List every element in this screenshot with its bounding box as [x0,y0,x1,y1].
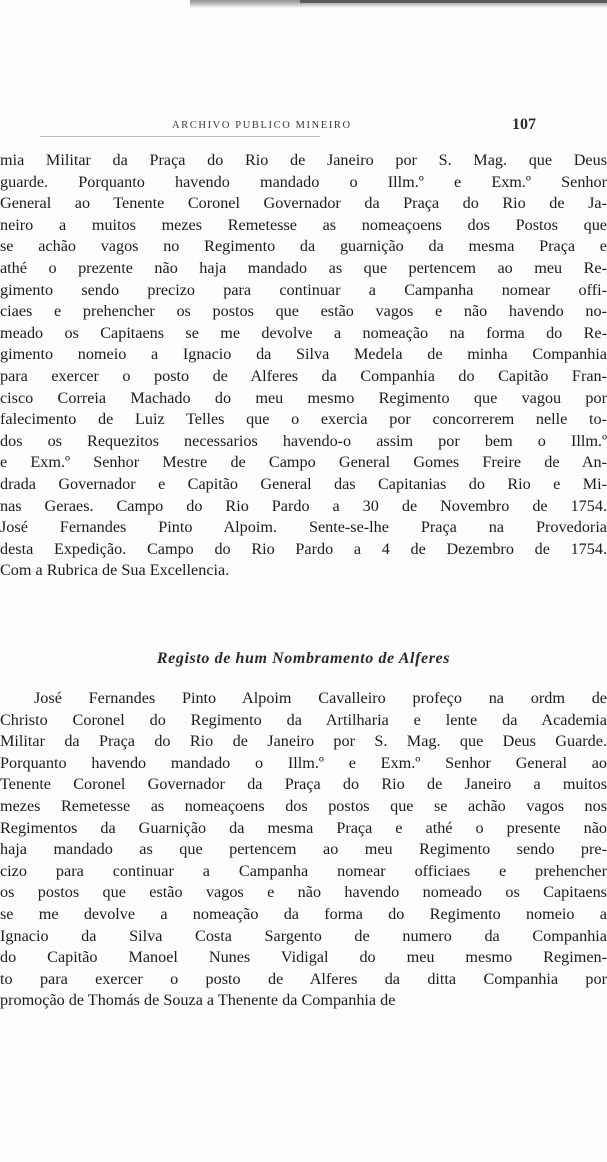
running-head: ARCHIVO PUBLICO MINEIRO [172,120,352,131]
text-line: Regimentos da Guarnição da mesma Praça e athé o presente não [0,818,607,837]
text-line: os postos que estão vagos e não havendo nomeado os Capitaens [0,883,607,902]
text-line: se achão vagos no Regimento da guarnição da mesma Praça e [0,237,607,256]
text-line: drada Governador e Capitão General das Capitanias do Rio e Mi- [0,474,607,493]
text-line: José Fernandes Pinto Alpoim Cavalleiro profeço na ordm de [34,689,607,707]
text-line: José Fernandes Pinto Alpoim. Sente-se-lhe Praça na Provedoria [0,518,607,537]
text-line: Christo Coronel do Regimento da Artilharia e lente da Academia [0,710,607,729]
text-line: General ao Tenente Coronel Governador da Praça do Rio de Ja- [0,194,607,213]
text-line: Militar da Praça do Rio de Janeiro por S. Mag. que Deus Guarde. [0,732,607,751]
section-title: Registo de hum Nombramento de Alferes [156,650,451,667]
text-line: meado os Capitaens se me devolve a nomeação na forma do Re- [0,323,607,342]
text-line: neiro a muitos mezes Remetesse as nomeaçoens dos Postos que [0,215,607,234]
text-line: cizo para continuar a Campanha nomear officiaes e prehencher [0,861,607,880]
paragraph-2 [0,688,607,1012]
text-line: Porquanto havendo mandado o Illm.º e Exm.º Senhor General ao [0,753,607,772]
text-line: se me devolve a nomeação da forma do Regimento nomeio a [0,904,607,923]
page-number: 107 [512,116,536,133]
text-line: falecimento de Luiz Telles que o exercia por concorrerem nelle to- [0,410,607,429]
header-rule [40,136,320,137]
text-line: Com a Rubrica de Sua Excellencia. [0,561,230,580]
text-line: desta Expedição. Campo do Rio Pardo a 4 de Dezembro de 1754. [0,539,607,558]
text-line: Tenente Coronel Governador da Praça do Rio de Janeiro a muitos [0,775,607,794]
text-line: to para exercer o posto de Alferes da ditta Companhia por [0,969,607,988]
page-edge-shadow-dark [300,0,607,3]
paragraph-1 [0,150,607,582]
text-line: Ignacio da Silva Costa Sargento de numero da Companhia [0,926,607,945]
text-line: para exercer o posto de Alferes da Companhia do Capitão Fran- [0,366,607,385]
text-line: mezes Remetesse as nomeaçoens dos postos que se achão vagos nos [0,796,607,815]
text-line: nas Geraes. Campo do Rio Pardo a 30 de Novembro de 1754. [0,496,607,515]
text-line: gimento sendo precizo para continuar a Campanha nomear offi- [0,280,607,299]
text-line: cisco Correia Machado do meu mesmo Regimento que vagou por [0,388,607,407]
text-line: dos os Requezitos necessarios havendo-o assim por bem o Illm.º [0,431,607,450]
text-line: ciaes e prehencher os postos que estão vagos e não havendo no- [0,302,607,321]
text-line: guarde. Porquanto havendo mandado o Illm.º e Exm.º Senhor [0,172,607,191]
text-line: mia Militar da Praça do Rio de Janeiro por S. Mag. que Deus [0,151,607,169]
text-line: haja mandado as que pertencem ao meu Regimento sendo pre- [0,840,607,859]
text-line: do Capitão Manoel Nunes Vidigal do meu mesmo Regimen- [0,948,607,967]
text-line: promoção de Thomás de Souza a Thenente da Companhia de [0,991,396,1010]
text-line: gimento nomeio a Ignacio da Silva Medela de minha Companhia [0,345,607,364]
text-line: e Exm.º Senhor Mestre de Campo General Gomes Freire de An- [0,453,607,472]
text-line: athé o prezente não haja mandado as que pertencem ao meu Re- [0,258,607,277]
